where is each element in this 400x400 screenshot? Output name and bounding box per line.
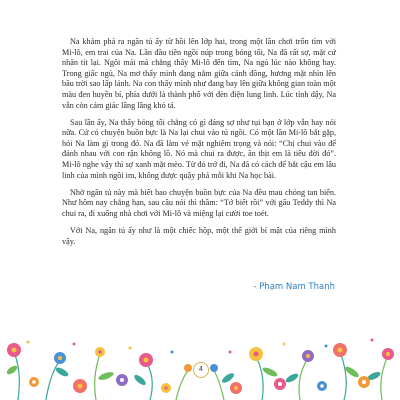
author-signature: - Phạm Nam Thanh [253,282,335,292]
story-paragraph-3: Nhờ ngăn tủ này mà biết bao chuyện buồn bực của Na đều mau chóng tan biến. Như hôm nay chẳng hạn, sau câu nói thì thầm: “Tớ biết rồi” với gấu Teddy thì Na chui ra, đi xuống nhà chơi với Mi-lô và miệng lại cười toe toét. [62,187,336,218]
page-number: 4 [193,362,209,378]
flower-border-icon [0,322,400,400]
confetti-dots [27,339,374,354]
story-paragraph-4: Với Na, ngăn tủ ấy như là một chiếc hộp, một thế giới bí mật của riêng mình vậy. [62,226,336,246]
story-paragraph-2: Sau lần ấy, Na thấy bóng tối chẳng có gì đáng sợ như tụi bạn ở lớp vẫn hay nói nữa. Cứ có chuyện buồn bực là Na lại chui vào tủ ngồi. Có một lần Mi-lô bắt gặp, hỏi Na làm gì trong đó. Na đã làm vẻ mặt nghiêm trọng và nói: “Chị chui vào để đánh nhau với con rận không lồ. Nó mà chui ra được, ăn thịt em là tiêu đời đó”. Mi-lô nghe vậy thì sợ xanh mặt mèo. Từ đó trở đi, Na đã có cách để bắt cậu em lâu linh của mình ngồi im, không được quậy phá mỗi khi Na học bài. [62,117,336,180]
story-text [62,37,336,254]
story-paragraph-1: Na khám phá ra ngăn tủ ấy từ hồi lên lớp hai, trong một lần chơi trốn tìm với Mi-lô, em trai của Na. Lần đầu tiên ngồi núp trong bóng tối, Na đã rất sợ, mặt cứ nhăn tít lại. Ngôi mái mà chẳng thấy Mi-lô đến tìm, Na ngủ lúc nào không hay. Trong giấc ngủ, Na mơ thấy mình đang nằm giữa cánh đồng, hương mặt nhìn lên bầu trời sao lấp lánh. Na con thấy mình như đang bay lên giữa không gian toàn một màu đen huyền bí, phía dưới là thành phố với đèn điện lung linh. Lúc tỉnh dậy, Na vẫn còn cảm giác lâng lâng khó tả. [62,37,336,110]
